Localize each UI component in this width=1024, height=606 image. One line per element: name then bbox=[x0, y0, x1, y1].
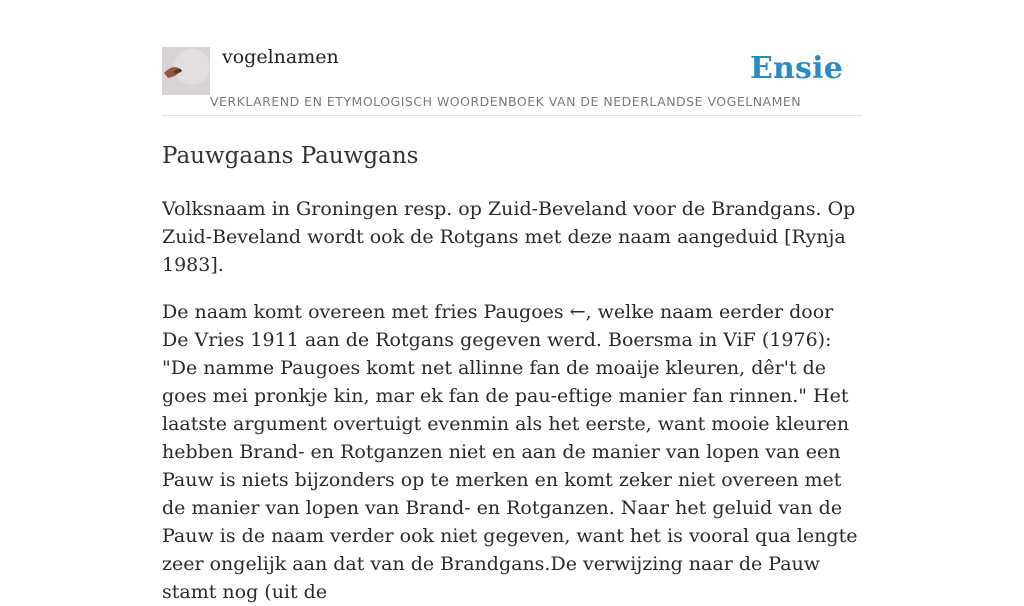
dictionary-header bbox=[162, 0, 862, 116]
dictionary-avatar[interactable] bbox=[162, 47, 210, 95]
dictionary-name-link[interactable]: vogelnamen bbox=[222, 46, 339, 68]
brand-logo-link[interactable]: Ensie bbox=[749, 51, 843, 86]
entry-paragraph: De naam komt overeen met fries Paugoes ←, welke naam eerder door De Vries 1911 aan de Rotgans gegeven werd. Boersma in ViF (1976): "De namme Paugoes komt net allinne fan de moaije kleuren, dêr't de goes mei pronkje kin, mar ek fan de pau-eftige manier fan rinnen." Het laatste argument overtuigt evenmin als het eerste, want mooie kleuren hebben Brand- en Rotganzen niet en aan de manier van lopen van een Pauw is niets bijzonders op te merken en komt zeker niet overeen met de manier van lopen van Brand- en Rotganzen. Naar het geluid van de Pauw is de naam verder ook niet gegeven, want het is vooral qua lengte zeer ongelijk aan dat van de Brandgans.De verwijzing naar de Pauw stamt nog (uit de bbox=[162, 301, 858, 603]
page-container bbox=[162, 0, 862, 606]
bird-photo-icon bbox=[162, 47, 210, 95]
entry-paragraph: Volksnaam in Groningen resp. op Zuid-Beveland voor de Brandgans. Op Zuid-Beveland wordt ook de Rotgans met deze naam aangeduid [Rynja 1983]. bbox=[162, 198, 856, 276]
entry-title: Pauwgaans Pauwgans bbox=[162, 143, 419, 169]
dictionary-subtitle: VERKLAREND EN ETYMOLOGISCH WOORDENBOEK VAN DE NEDERLANDSE VOGELNAMEN bbox=[210, 94, 802, 109]
